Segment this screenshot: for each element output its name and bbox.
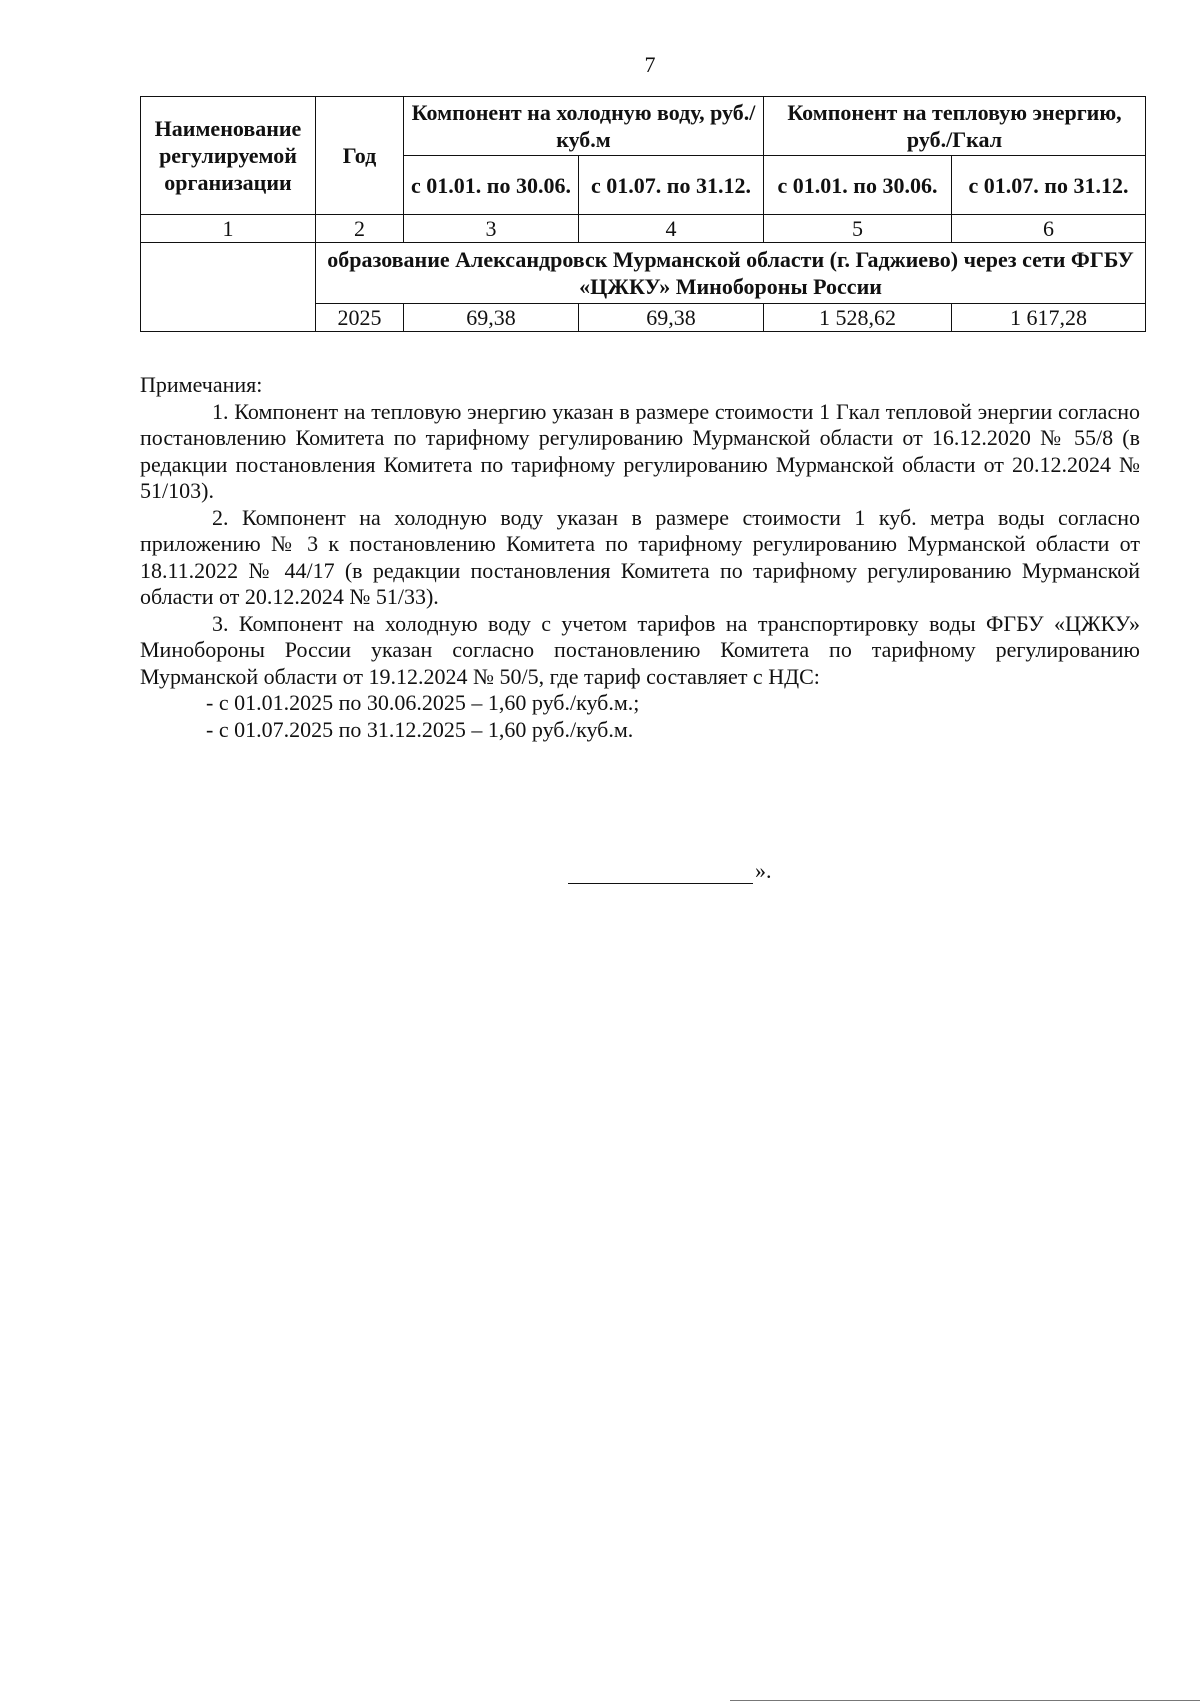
note-item: 3. Компонент на холодную воду с учетом тарифов на транспортировку воды ФГБУ «ЦЖКУ» Минобороны России указан согласно постановлению Комитета по тарифному регулированию Мурманской области от 19.12.2024 № 50/5, где тариф составляет с НДС: (140, 610, 1140, 689)
row-year: 2025 (316, 304, 404, 332)
closing-underline (568, 861, 753, 884)
header-period-4: с 01.07. по 31.12. (952, 156, 1146, 215)
note-item: 1. Компонент на тепловую энергию указан в размере стоимости 1 Гкал тепловой энергии согласно постановлению Комитета по тарифному регулированию Мурманской области от 16.12.2020 № 55/8 (в редакции постановления Комитета по тарифному регулированию Мурманской области от 20.12.2024 № 51/103). (140, 398, 1140, 503)
heat-h1: 1 528,62 (764, 304, 952, 332)
column-number: 4 (579, 215, 764, 243)
cold-water-h1: 69,38 (404, 304, 579, 332)
header-period-3: с 01.01. по 30.06. (764, 156, 952, 215)
closing-mark: ». (755, 858, 772, 883)
closing-line (568, 858, 772, 884)
section-title-row (141, 243, 1146, 304)
section-title: образование Александровск Мурманской области (г. Гаджиево) через сети ФГБУ «ЦЖКУ» Минобороны России (316, 243, 1146, 304)
org-name-cell (141, 243, 316, 332)
tariff-period-item: - с 01.01.2025 по 30.06.2025 – 1,60 руб./куб.м.; (206, 690, 640, 715)
column-number: 3 (404, 215, 579, 243)
notes-section (140, 372, 1140, 743)
column-number: 1 (141, 215, 316, 243)
header-org-name: Наименование регулируемой организации (141, 97, 316, 215)
heat-h2: 1 617,28 (952, 304, 1146, 332)
tariff-period-item: - с 01.07.2025 по 31.12.2025 – 1,60 руб./куб.м. (206, 716, 634, 742)
tariff-table (140, 96, 1146, 332)
column-numbers-row (141, 215, 1146, 243)
page-number: 7 (644, 52, 656, 77)
column-number: 6 (952, 215, 1146, 243)
page-bottom-divider (730, 1700, 1200, 1701)
note-item: 2. Компонент на холодную воду указан в размере стоимости 1 куб. метра воды согласно приложению № 3 к постановлению Комитета по тарифному регулированию Мурманской области от 18.11.2022 № 44/17 (в редакции постановления Комитета по тарифному регулированию Мурманской области от 20.12.2024 № 51/33). (140, 504, 1140, 609)
header-period-1: с 01.01. по 30.06. (404, 156, 579, 215)
column-number: 2 (316, 215, 404, 243)
column-number: 5 (764, 215, 952, 243)
header-year: Год (316, 97, 404, 215)
header-cold-water: Компонент на холодную воду, руб./куб.м (404, 97, 764, 156)
header-period-2: с 01.07. по 31.12. (579, 156, 764, 215)
table-header-row (141, 97, 1146, 156)
tariff-table-container (140, 96, 1145, 332)
notes-title: Примечания: (140, 372, 263, 397)
header-heat-energy: Компонент на тепловую энергию, руб./Гкал (764, 97, 1146, 156)
cold-water-h2: 69,38 (579, 304, 764, 332)
